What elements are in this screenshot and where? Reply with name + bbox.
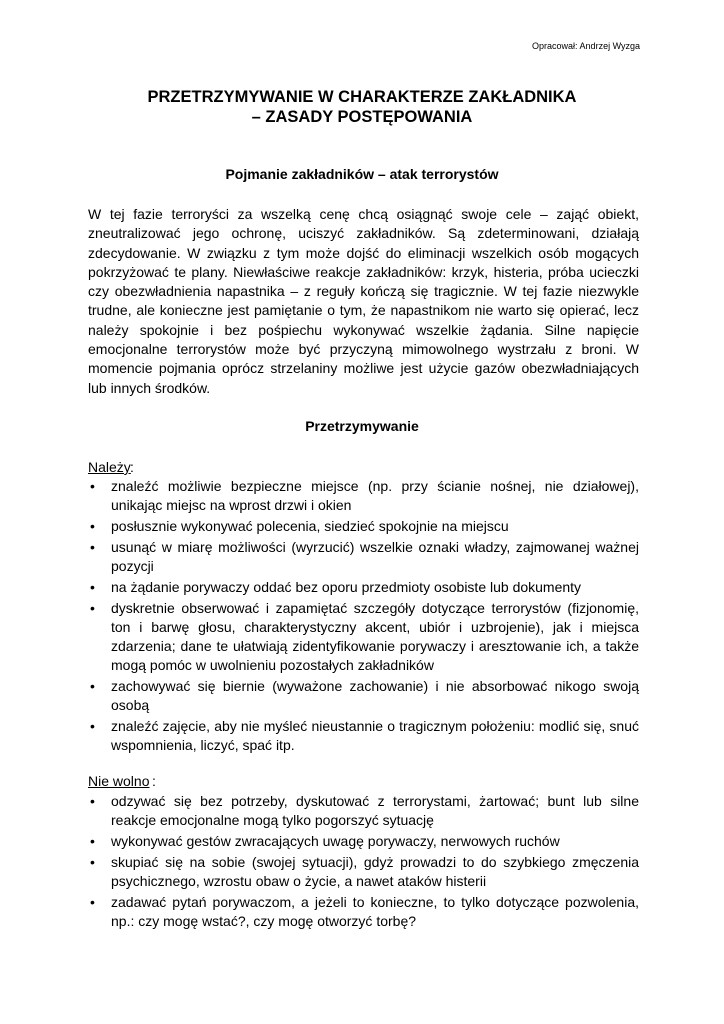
document-page: Opracował: Andrzej Wyzga PRZETRZYMYWANIE W CHARAKTERZE ZAKŁADNIKA – ZASADY POSTĘPOWANIA Pojmanie zakładników – atak terrorystów W tej fazie terroryści za wszelką cenę chcą osiągnąć swoje cele – zająć obiekt, zneutralizować jego ochronę, uciszyć zakładników. Są zdeterminowani, działają zdecydowanie. W związku z tym może dojść do eliminacji wszelkich osób mogących pokrzyżować te plany. Niewłaściwe reakcje zakładników: krzyk, histeria, próba ucieczki czy obezwładnienia napastnika – z reguły kończą się tragicznie. W tej fazie niezwykle trudne, ale konieczne jest pamiętanie o tym, że napastnikom nie warto się opierać, lecz należy spokojnie i bez pośpiechu wykonywać wszelkie żądania. Silne napięcie emocjonalne terrorystów może być przyczyną mimowolnego wystrzału z broni. W momencie pojmania oprócz strzelaniny możliwe jest użycie gazów obezwładniających lub innych środków. Przetrzymywanie Należy : • znaleźć możliwie bezpieczne miejsce (np. przy ścianie nośnej, nie działowej), unikając miejsc na wprost drzwi i okien • posłusznie wykonywać polecenia, siedzieć spokojnie na miejscu • usunąć w miarę możliwości (wyrzucić) wszelkie oznaki władzy, zajmowanej ważnej pozycji • na żądanie porywaczy oddać bez oporu przedmioty osobiste lub dokumenty • dyskretnie obserwować i zapamiętać szczegóły dotyczące terrorystów (fizjonomię, ton i barwę głosu, charakterystyczny akcent, ubiór i uzbrojenie), jak i miejsca zdarzenia; dane te ułatwiają zidentyfikowanie porywaczy i aresztowanie ich, a także mogą pomóc w uwolnieniu pozostałych zakładników • zachowywać się biernie (wyważone zachowanie) i nie absorbować nikogo swoją osobą • znaleźć zajęcie, aby nie myśleć nieustannie o tragicznym położeniu: modlić się, snuć wspomnienia, liczyć, spać itp. Nie wolno : • odzywać się bez potrzeby, dyskutować z terrorystami, żartować; bunt lub silne reakcje emocjonalne mogą tylko pogorszyć sytuację • wykonywać gestów zwracających uwagę porywaczy, nerwowych ruchów • skupiać się na sobie (swojej sytuacji), gdyż prowadzi to do szybkiego zmęczenia psychicznego, wzrostu obaw o życie, a nawet ataków histerii • zadawać pytań porywaczom, a jeżeli to konieczne, to tylko dotyczące pozwolenia, np.: czy mogę wstać?, czy mogę otworzyć torbę? <box>0 0 724 1024</box>
list-item: • zadawać pytań porywaczom, a jeżeli to konieczne, to tylko dotyczące pozwolenia, np.: czy mogę wstać?, czy mogę otworzyć torbę? <box>88 893 639 931</box>
list-item: • skupiać się na sobie (swojej sytuacji), gdyż prowadzi to do szybkiego zmęczenia psychicznego, wzrostu obaw o życie, a nawet ataków histerii <box>88 853 639 891</box>
list-item: • wykonywać gestów zwracających uwagę porywaczy, nerwowych ruchów <box>88 832 639 851</box>
do-list <box>88 477 639 757</box>
list-item: • posłusznie wykonywać polecenia, siedzieć spokojnie na miejscu <box>88 517 639 536</box>
capture-paragraph: W tej fazie terroryści za wszelką cenę chcą osiągnąć swoje cele – zająć obiekt, zneutralizować jego ochronę, uciszyć zakładników. Są zdeterminowani, działają zdecydowanie. W związku z tym może dojść do eliminacji wszelkich osób mogących pokrzyżować te plany. Niewłaściwe reakcje zakładników: krzyk, histeria, próba ucieczki czy obezwładnienia napastnika – z reguły kończą się tragicznie. W tej fazie niezwykle trudne, ale konieczne jest pamiętanie o tym, że napastnikom nie warto się opierać, lecz należy spokojnie i bez pośpiechu wykonywać wszelkie żądania. Silne napięcie emocjonalne terrorystów może być przyczyną mimowolnego wystrzału z broni. W momencie pojmania oprócz strzelaniny możliwe jest użycie gazów obezwładniających lub innych środków. <box>88 206 639 396</box>
section-heading-capture: Pojmanie zakładników – atak terrorystów <box>225 166 499 182</box>
do-label: Należy <box>88 459 131 475</box>
title-line-1: PRZETRZYMYWANIE W CHARAKTERZE ZAKŁADNIKA <box>147 88 577 106</box>
list-item: • dyskretnie obserwować i zapamiętać szczegóły dotyczące terrorystów (fizjonomię, ton i barwę głosu, charakterystyczny akcent, ubiór i uzbrojenie), jak i miejsca zdarzenia; dane te ułatwiają zidentyfikowanie porywaczy i aresztowanie ich, a także mogą pomóc w uwolnieniu pozostałych zakładników <box>88 599 639 675</box>
dont-label: Nie wolno <box>88 773 150 789</box>
list-item: • odzywać się bez potrzeby, dyskutować z terrorystami, żartować; bunt lub silne reakcje emocjonalne mogą tylko pogorszyć sytuację <box>88 792 639 830</box>
section-heading-detention: Przetrzymywanie <box>305 418 419 434</box>
dont-list <box>88 792 639 933</box>
author-note: Opracował: Andrzej Wyzga <box>532 41 640 51</box>
list-item: • znaleźć możliwie bezpieczne miejsce (np. przy ścianie nośnej, nie działowej), unikając miejsc na wprost drzwi i okien <box>88 477 639 515</box>
list-item: • usunąć w miarę możliwości (wyrzucić) wszelkie oznaki władzy, zajmowanej ważnej pozycji <box>88 538 639 576</box>
document-title <box>0 87 724 127</box>
list-item: • na żądanie porywaczy oddać bez oporu przedmioty osobiste lub dokumenty <box>88 578 639 597</box>
title-line-2: – ZASADY POSTĘPOWANIA <box>251 108 473 126</box>
list-item: • znaleźć zajęcie, aby nie myśleć nieustannie o tragicznym położeniu: modlić się, snuć wspomnienia, liczyć, spać itp. <box>88 717 639 755</box>
list-item: • zachowywać się biernie (wyważone zachowanie) i nie absorbować nikogo swoją osobą <box>88 677 639 715</box>
